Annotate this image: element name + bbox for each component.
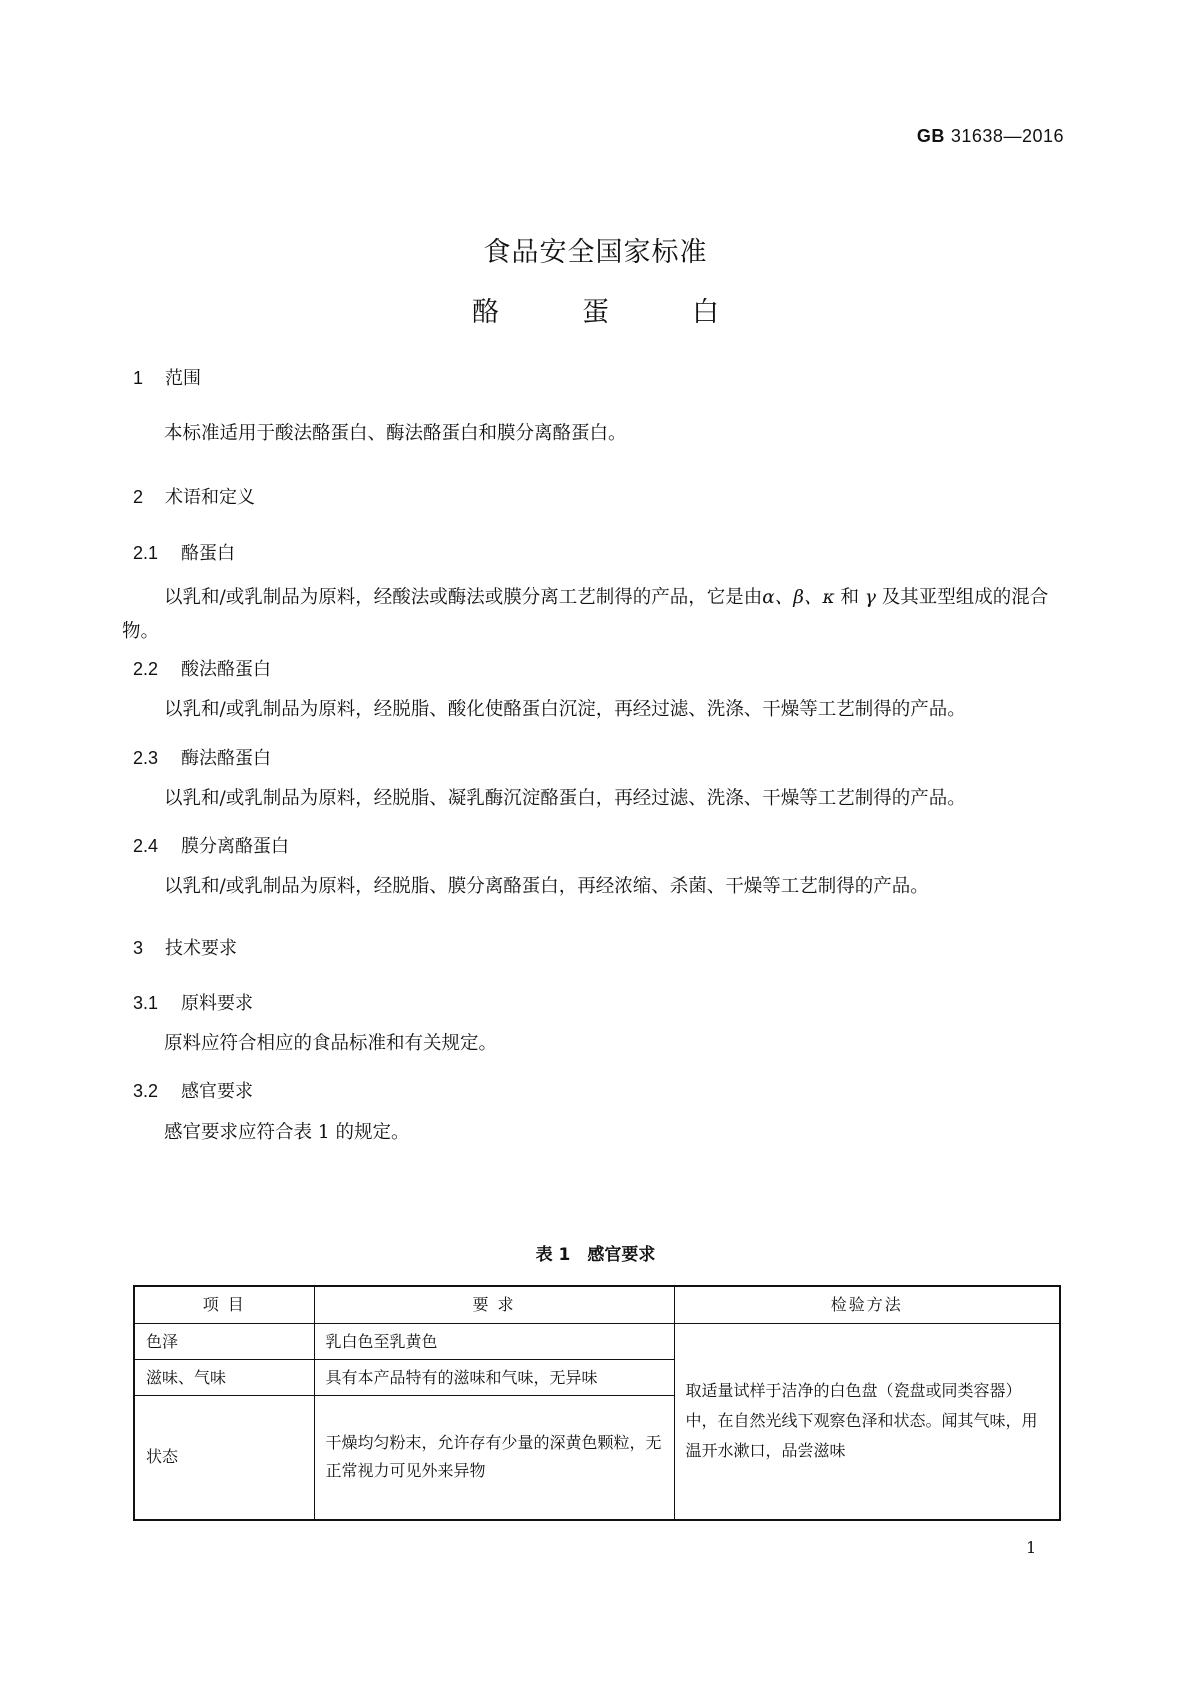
section-2-3-text: 以乳和/或乳制品为原料，经脱脂、凝乳酶沉淀酪蛋白，再经过滤、洗涤、干燥等工艺制得的产品。: [164, 788, 966, 809]
table-cell-requirement: 干燥均匀粉末，允许存有少量的深黄色颗粒，无正常视力可见外来异物: [314, 1396, 674, 1520]
section-3-1-heading: [133, 989, 253, 1015]
section-3-2-heading: [133, 1077, 253, 1103]
section-title: 感官要求: [181, 1081, 253, 1102]
section-3-1-text: 原料应符合相应的食品标准和有关规定。: [164, 1033, 498, 1054]
definition-text: 以乳和/或乳制品为原料，经酸法或酶法或膜分离工艺制得的产品，它是由: [164, 587, 763, 608]
standard-number: 31638—2016: [950, 126, 1064, 146]
section-2-1-text: [122, 581, 1062, 649]
section-1-text: 本标准适用于酸法酪蛋白、酶法酪蛋白和膜分离酪蛋白。: [164, 423, 627, 444]
section-title: 原料要求: [181, 993, 253, 1014]
table-caption: 表 1 感官要求: [535, 1245, 656, 1265]
section-number: 1: [133, 368, 144, 388]
section-title: 酪蛋白: [181, 543, 235, 564]
table-cell-requirement: 乳白色至乳黄色: [314, 1324, 674, 1360]
section-2-2-text: 以乳和/或乳制品为原料，经脱脂、酸化使酪蛋白沉淀，再经过滤、洗涤、干燥等工艺制得的产品。: [164, 699, 966, 720]
table-header-row: [134, 1286, 1060, 1324]
document-title: 食品安全国家标准: [483, 237, 708, 268]
document-subtitle: [0, 290, 1191, 329]
section-2-4-heading: [133, 832, 289, 858]
section-2-3-heading: [133, 744, 271, 770]
section-number: 2: [133, 487, 144, 507]
definition-text: 及其亚型组成的混合物。: [122, 587, 1049, 642]
table-cell-requirement: 具有本产品特有的滋味和气味，无异味: [314, 1360, 674, 1396]
table-cell-item: 色泽: [134, 1324, 314, 1360]
subtitle-char: 酪: [472, 297, 499, 328]
section-title: 酸法酪蛋白: [181, 659, 271, 680]
standard-prefix: GB: [916, 126, 945, 146]
standard-code: [917, 126, 1064, 147]
section-title: 范围: [165, 368, 201, 389]
section-title: 膜分离酪蛋白: [181, 836, 289, 857]
section-2-heading: [133, 483, 255, 509]
greek-symbols: α、β、κ: [762, 587, 835, 608]
section-number: 2.1: [133, 543, 159, 563]
section-1-heading: [133, 364, 201, 390]
table-cell-item: 滋味、气味: [134, 1360, 314, 1396]
greek-symbol: γ: [864, 587, 876, 608]
sensory-requirements-table: [133, 1285, 1061, 1521]
table-row: [134, 1324, 1060, 1360]
section-2-4-text: 以乳和/或乳制品为原料，经脱脂、膜分离酪蛋白，再经浓缩、杀菌、干燥等工艺制得的产品。: [164, 876, 929, 897]
section-number: 3.1: [133, 993, 159, 1013]
section-number: 3.2: [133, 1081, 159, 1101]
subtitle-char: 白: [692, 297, 719, 328]
page-number: 1: [1026, 1538, 1037, 1557]
section-3-2-text: 感官要求应符合表 1 的规定。: [164, 1122, 410, 1143]
section-2-1-heading: [133, 539, 235, 565]
table-header-cell: 检验方法: [674, 1286, 1060, 1324]
table-cell-item: 状态: [134, 1396, 314, 1520]
section-number: 2.2: [133, 659, 159, 679]
table-header-cell: 项 目: [134, 1286, 314, 1324]
section-number: 2.3: [133, 748, 159, 768]
section-title: 术语和定义: [165, 487, 255, 508]
table-cell-method: 取适量试样于洁净的白色盘（瓷盘或同类容器）中，在自然光线下观察色泽和状态。闻其气味，用温开水漱口，品尝滋味: [674, 1324, 1060, 1520]
section-number: 2.4: [133, 836, 159, 856]
definition-text: 和: [834, 587, 865, 608]
section-2-2-heading: [133, 655, 271, 681]
section-title: 酶法酪蛋白: [181, 748, 271, 769]
section-3-heading: [133, 934, 237, 960]
section-number: 3: [133, 938, 144, 958]
section-title: 技术要求: [165, 938, 237, 959]
table-header-cell: 要 求: [314, 1286, 674, 1324]
subtitle-char: 蛋: [582, 297, 609, 328]
